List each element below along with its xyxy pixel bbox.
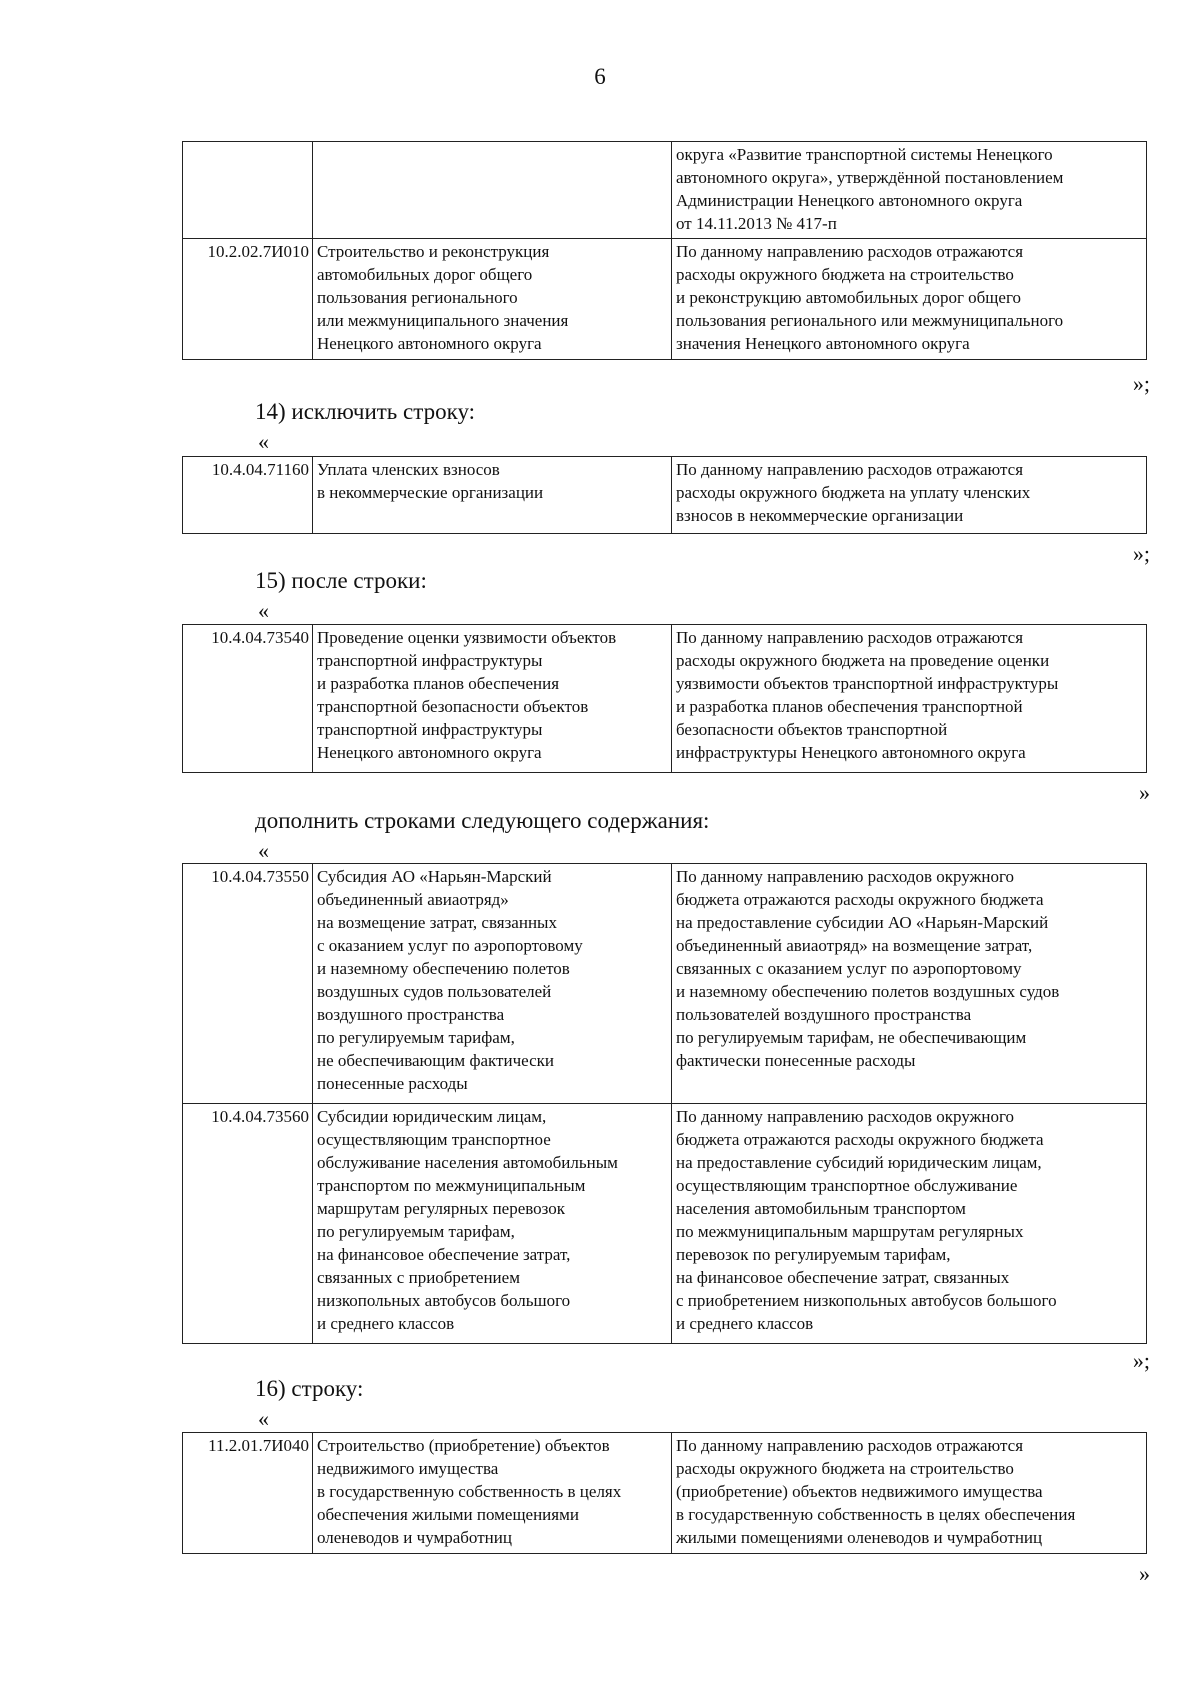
row-name: Проведение оценки уязвимости объектов транспортной инфраструктуры и разработка планов обеспечения транспортной безопасности объектов транспортной инфраструктуры Ненецкого автономного округа	[313, 625, 672, 773]
row-name: Субсидии юридическим лицам, осуществляющим транспортное обслуживание населения автомобильным транспортом по межмуниципальным маршрутам регулярных перевозок по регулируемым тарифам, на финансовое обеспечение затрат, связанных с приобретением низкопольных автобусов большого и среднего классов	[313, 1104, 672, 1344]
row-code: 10.4.04.73560	[183, 1104, 313, 1344]
budget-table-continued	[182, 141, 1147, 360]
table-row	[183, 142, 1147, 239]
row-name: Субсидия АО «Нарьян-Марский объединенный авиаотряд» на возмещение затрат, связанных с оказанием услуг по аэропортовому и наземному обеспечению полетов воздушных судов пользователей воздушного пространства по регулируемым тарифам, не обеспечивающим фактически понесенные расходы	[313, 864, 672, 1104]
closing-quote: »	[1139, 1561, 1150, 1586]
opening-quote: «	[258, 838, 269, 863]
row-code: 10.4.04.73540	[183, 625, 313, 773]
row-code: 10.4.04.73550	[183, 864, 313, 1104]
budget-table-item-15	[182, 624, 1147, 773]
page-number: 6	[594, 64, 606, 89]
row-description: По данному направлению расходов отражаются расходы окружного бюджета на строительство и реконструкцию автомобильных дорог общего пользования регионального или межмуниципального значения Ненецкого автономного округа	[672, 239, 1147, 360]
closing-quote: »;	[1132, 371, 1150, 396]
row-description: По данному направлению расходов отражаются расходы окружного бюджета на строительство (приобретение) объектов недвижимого имущества в государственную собственность в целях обеспечения жилыми помещениями оленеводов и чумработниц	[672, 1433, 1147, 1554]
budget-table-additions	[182, 863, 1147, 1344]
table-row	[183, 457, 1147, 534]
row-name: Строительство и реконструкция автомобильных дорог общего пользования регионального или межмуниципального значения Ненецкого автономного округа	[313, 239, 672, 360]
table-row	[183, 625, 1147, 773]
table-row	[183, 864, 1147, 1104]
table-row	[183, 1104, 1147, 1344]
table-row	[183, 1433, 1147, 1554]
row-name	[313, 142, 672, 239]
row-description: округа «Развитие транспортной системы Ненецкого автономного округа», утверждённой постановлением Администрации Ненецкого автономного округа от 14.11.2013 № 417-п	[672, 142, 1147, 239]
row-description: По данному направлению расходов отражаются расходы окружного бюджета на уплату членских взносов в некоммерческие организации	[672, 457, 1147, 534]
table-row	[183, 239, 1147, 360]
row-code: 10.4.04.71160	[183, 457, 313, 534]
budget-table-item-14	[182, 456, 1147, 534]
row-description: По данному направлению расходов отражаются расходы окружного бюджета на проведение оценки уязвимости объектов транспортной инфраструктуры и разработка планов обеспечения транспортной безопасности объектов транспортной инфраструктуры Ненецкого автономного округа	[672, 625, 1147, 773]
row-code: 10.2.02.7И010	[183, 239, 313, 360]
row-code	[183, 142, 313, 239]
row-name: Строительство (приобретение) объектов недвижимого имущества в государственную собственность в целях обеспечения жилыми помещениями оленеводов и чумработниц	[313, 1433, 672, 1554]
budget-table-item-16	[182, 1432, 1147, 1554]
item-16-heading: 16) строку:	[255, 1376, 364, 1401]
item-14-heading: 14) исключить строку:	[255, 399, 476, 424]
item-15-heading: 15) после строки:	[255, 568, 427, 593]
opening-quote: «	[258, 1406, 269, 1431]
row-name: Уплата членских взносов в некоммерческие организации	[313, 457, 672, 534]
closing-quote: »;	[1132, 1348, 1150, 1373]
row-description: По данному направлению расходов окружного бюджета отражаются расходы окружного бюджета на предоставление субсидии АО «Нарьян-Марский объединенный авиаотряд» на возмещение затрат, связанных с оказанием услуг по аэропортовому и наземному обеспечению полетов воздушных судов пользователей воздушного пространства по регулируемым тарифам, не обеспечивающим фактически понесенные расходы	[672, 864, 1147, 1104]
opening-quote: «	[258, 429, 269, 454]
closing-quote: »	[1139, 780, 1150, 805]
row-code: 11.2.01.7И040	[183, 1433, 313, 1554]
opening-quote: «	[258, 598, 269, 623]
closing-quote: »;	[1132, 541, 1150, 566]
row-description: По данному направлению расходов окружного бюджета отражаются расходы окружного бюджета на предоставление субсидий юридическим лицам, осуществляющим транспортное обслуживание населения автомобильным транспортом по межмуниципальным маршрутам регулярных перевозок по регулируемым тарифам, на финансовое обеспечение затрат, связанных с приобретением низкопольных автобусов большого и среднего классов	[672, 1104, 1147, 1344]
addition-heading: дополнить строками следующего содержания:	[255, 808, 710, 833]
